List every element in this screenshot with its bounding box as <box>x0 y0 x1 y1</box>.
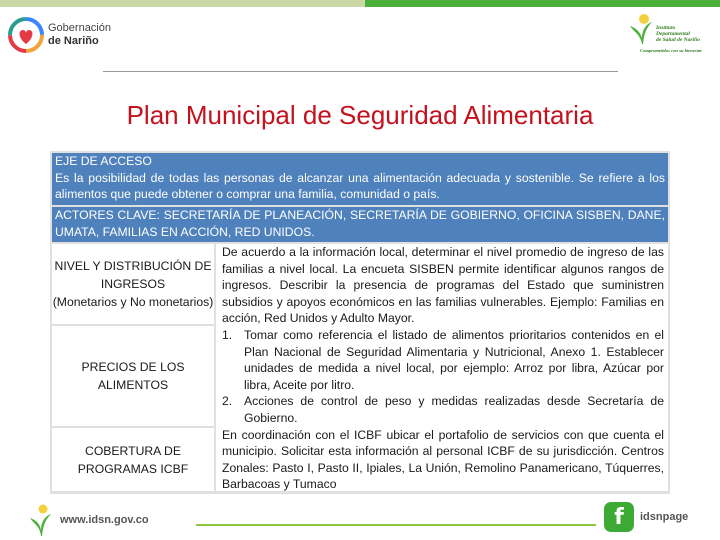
list-text: Acciones de control de peso y medidas realizadas desde Secretaría de Gobierno. <box>244 394 664 425</box>
idsn-logo-name <box>656 25 714 43</box>
social-handle[interactable]: idsnpage <box>640 511 689 523</box>
plant-logo-icon <box>626 12 656 46</box>
cobertura-cell <box>52 428 214 491</box>
top-color-bar <box>0 0 720 7</box>
idsn-logo <box>626 12 714 58</box>
idsn-line-1: Instituto <box>656 25 676 31</box>
gobernacion-logo-text <box>48 22 111 48</box>
list-item <box>222 327 664 393</box>
ingresos-label: NIVEL Y DISTRIBUCIÓN DE INGRESOS <box>54 259 212 291</box>
ingresos-cell <box>52 244 214 324</box>
idsn-line-3: de Salud de Nariño <box>656 37 700 43</box>
ingresos-description: De acuerdo a la información local, determinar el nivel promedio de ingreso de las familias a nivel local. La encueta SISBEN permite identificar algunos rangos de ingresos. Describir la presencia de programas del Estado que suministren subsidios y apoyos económicos en las familias vulnerables. Ejemplo: Familias en acción, Red Unidos y Adulto Mayor. <box>222 245 664 326</box>
eje-description: Es la posibilidad de todas las personas de alcanzar una alimentación adecuada y sostenible. Se refiere a los alimentos que puede obtener o comprar una familia, comunidad o país. <box>55 170 665 201</box>
actores-header-cell <box>52 207 668 242</box>
list-text: Tomar como referencia el listado de alimentos prioritarios contenidos en el Plan Nacional de Seguridad Alimentaria y Nutricional, Anexo 1. Establecer unidades de medida a nivel local, por ejemplo: Arroz por libra, Azúcar por libra, Aceite por litro. <box>244 327 664 392</box>
list-item <box>222 393 664 426</box>
plant-logo-icon <box>28 502 54 538</box>
ingresos-sublabel: (Monetarios y No monetarios) <box>52 295 214 309</box>
list-number: 2. <box>222 394 233 409</box>
gov-logo-line1: Gobernación <box>48 22 111 34</box>
idsn-line-2: Departamental <box>656 31 690 37</box>
footer-divider <box>196 524 596 526</box>
top-bar-green-segment <box>365 0 720 7</box>
header-divider <box>103 71 618 72</box>
cobertura-label: COBERTURA DE PROGRAMAS ICBF <box>77 443 189 476</box>
eje-header-cell <box>52 153 668 205</box>
gov-logo-line2: de Nariño <box>48 35 99 47</box>
website-link[interactable]: www.idsn.gov.co <box>60 514 149 526</box>
actores-text: ACTORES CLAVE: SECRETARÍA DE PLANEACIÓN, SECRETARÍA DE GOBIERNO, OFICINA SISBEN, DANE, UMATA, FAMILIAS EN ACCIÓN, RED UNIDOS. <box>55 208 665 239</box>
list-number: 1. <box>222 327 233 342</box>
gobernacion-logo <box>8 15 118 55</box>
eje-label: EJE DE ACCESO <box>55 154 152 168</box>
footer-social[interactable] <box>604 500 716 534</box>
top-bar-light-segment <box>0 0 365 7</box>
idsn-logo-tagline: Comprometidos con su bienestar <box>640 48 702 53</box>
precios-label: PRECIOS DE LOS ALIMENTOS <box>81 360 185 392</box>
description-cell <box>216 244 668 491</box>
page-title: Plan Municipal de Seguridad Alimentaria <box>126 100 594 130</box>
precios-cell <box>52 326 214 426</box>
footer-website[interactable] <box>28 500 188 540</box>
cobertura-description: En coordinación con el ICBF ubicar el portafolio de servicios con que cuenta el municipio. Solicitar esta información al personal ICBF de su jurisdicción. Centros Zonales: Pasto I, Pasto II, Ipiales, La Unión, Remolino Panamericano, Túquerres, Barbacoas y Tumaco <box>222 427 664 492</box>
facebook-icon[interactable]: f <box>604 502 634 532</box>
heart-logo-icon <box>8 17 44 53</box>
